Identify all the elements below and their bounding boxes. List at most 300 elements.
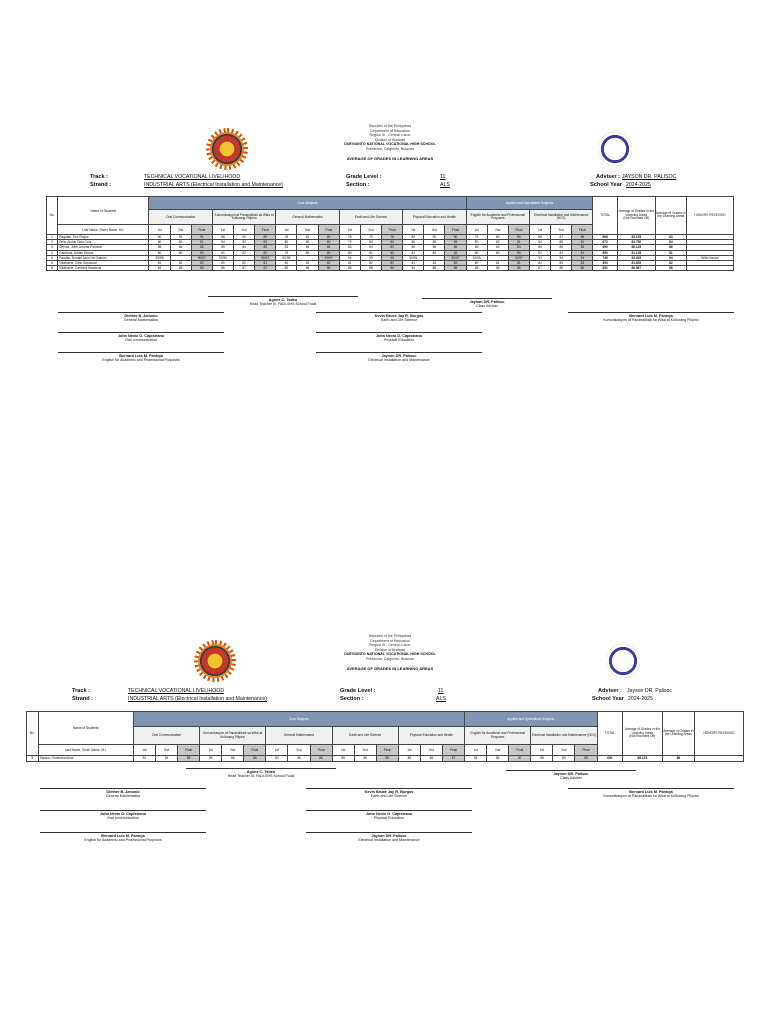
grade-cell: 86 [572, 245, 593, 250]
grade-cell: 92 [170, 234, 191, 239]
signatory-name: John Nevio D. Capistrano [365, 811, 413, 816]
quarter-2-header: 2nd [551, 225, 572, 235]
grade-cell: 80 [508, 234, 529, 239]
core-subjects-header: Core Subjects [149, 197, 466, 210]
grade-cell: 86 [170, 245, 191, 250]
grade-cell: 81 [572, 250, 593, 255]
grade-cell: 86 [487, 755, 509, 761]
grade-cell: 94 [572, 255, 593, 260]
region-text: Region III - Central Luzon [369, 643, 411, 648]
grade-cell: 90/97 [255, 255, 276, 260]
grade-cell: 85 [339, 266, 360, 271]
grade-cell: 95 [360, 255, 381, 260]
deped-seal-icon [606, 644, 640, 678]
grade-cell: 86 [445, 245, 466, 250]
total-cell: 668 [593, 234, 617, 239]
adviser-value: JAYSON DR. PALISOC [622, 174, 677, 180]
quarter-2-header: 2nd [420, 744, 442, 755]
quarter-2-header: 2nd [155, 744, 177, 755]
track-label: Track : [90, 174, 109, 180]
student-name: Villafuerte, Carmina Sandoval [58, 266, 149, 271]
grade-cell: 85 [530, 245, 551, 250]
grade-cell: 90 [445, 234, 466, 239]
signature-block [40, 810, 206, 820]
signatory-role: Physical Education [383, 337, 415, 342]
signatory-name: Bernard Luis M. Pantoja [119, 353, 163, 358]
grade-cell: 88 [530, 234, 551, 239]
grade-cell: 82 [234, 250, 255, 255]
honors-header: HONORS RECEIVED [695, 712, 744, 756]
school-header [260, 634, 520, 671]
grade-cell: 95 [382, 255, 403, 260]
grade-cell: 86 [354, 755, 376, 761]
quarter-2-header: 2nd [487, 225, 508, 235]
grade-cell: 82 [133, 755, 155, 761]
average-cell: 86.867 [617, 266, 655, 271]
student-name: Saraca, Generosa Arias [38, 755, 133, 761]
no-header: No. [47, 197, 58, 235]
quarter-1-header: 1st [332, 744, 354, 755]
row-number: 3 [47, 245, 58, 250]
average-cell: 81.125 [617, 250, 655, 255]
grade-cell: 82 [234, 240, 255, 245]
signatory-role: English for Academic and Professional Purposes [84, 837, 162, 842]
rounded-average-cell: 81 [655, 250, 686, 255]
grade-cell: 82 [445, 250, 466, 255]
grade-cell: 90/97 [445, 255, 466, 260]
final-header: Final [178, 744, 200, 755]
quarter-2-header: 2nd [297, 225, 318, 235]
subject-header: Oral Communication [149, 210, 212, 225]
grade-cell: 84 [212, 240, 233, 245]
school-year-label: School Year [590, 182, 622, 188]
final-header: Final [509, 744, 531, 755]
grade-cell: 85 [424, 266, 445, 271]
signatory-role: Electrical Installation and Maintenance [358, 837, 420, 842]
grade-cell: 80 [297, 250, 318, 255]
signatory-role: Electrical Installation and Maintenance [368, 357, 430, 362]
grade-cell: 86 [487, 266, 508, 271]
adviser-value: Jayson DR. Palisoc [627, 688, 672, 694]
school-logo-icon [198, 644, 232, 678]
grade-cell: 90/97 [191, 255, 212, 260]
grade-cell: 87 [509, 755, 531, 761]
signature-block [40, 788, 206, 798]
signatory-name: Kevin Bruce Jay R. Burgos [374, 313, 424, 318]
grade-cell: 84 [572, 240, 593, 245]
grade-cell: 86 [376, 755, 398, 761]
total-cell: 691 [593, 266, 617, 271]
quarter-1-header: 1st [530, 225, 551, 235]
signatory-role: Head Teacher III, FADI-SHS School Focal [227, 773, 295, 778]
signature-block [568, 788, 734, 798]
average-cell: 81.625 [617, 260, 655, 265]
grade-cell: 92/95 [212, 255, 233, 260]
row-number: 5 [47, 255, 58, 260]
signatory-role: Class Adviser [476, 303, 498, 308]
total-cell: 653 [593, 260, 617, 265]
signature-block [186, 768, 336, 778]
grade-cell: 80 [487, 250, 508, 255]
student-name: Gabriana, Adrian Mozos [58, 250, 149, 255]
grade-cell: 92/95 [466, 255, 487, 260]
grade-cell: 78 [339, 234, 360, 239]
grade-cell: 80 [297, 240, 318, 245]
grade-cell: 81 [530, 250, 551, 255]
school-year-label: School Year [592, 696, 624, 702]
grade-cell: 86 [551, 266, 572, 271]
signatory-role: Class Adviser [560, 775, 582, 780]
student-name: Pandan, Ronald Alvin Del Gabriel [58, 255, 149, 260]
quarter-1-header: 1st [466, 225, 487, 235]
grade-cell: 81 [339, 260, 360, 265]
quarter-1-header: 1st [149, 225, 170, 235]
signatory-name: Agnes C. Tadeo [246, 769, 276, 774]
quarter-1-header: 1st [212, 225, 233, 235]
grade-cell: 81 [403, 260, 424, 265]
grade-cell: 81 [255, 260, 276, 265]
quarter-1-header: 1st [266, 744, 288, 755]
track-label: Track : [72, 688, 91, 694]
grade-cell: 81 [191, 240, 212, 245]
grade-cell: 83 [466, 245, 487, 250]
quarter-2-header: 2nd [288, 744, 310, 755]
signatory-name: Bernard Luis M. Pantoja [101, 833, 145, 838]
subject-header: Physical Education and Health [398, 727, 464, 745]
rounded-average-cell: 83 [655, 234, 686, 239]
grade-cell: 80 [170, 250, 191, 255]
signatory-name: Bernard Luis M. Pantoja [629, 313, 673, 318]
grade-cell: 85 [332, 755, 354, 761]
rounded-average-cell: 86 [655, 266, 686, 271]
subject-header: General Mathematics [266, 727, 332, 745]
signatory-role: Oral communication [107, 815, 139, 820]
grade-cell: 85 [276, 266, 297, 271]
grade-cell: 80 [318, 250, 339, 255]
section-value: ALS [436, 696, 446, 702]
grade-cell: 83 [339, 245, 360, 250]
grade-cell: 84 [403, 266, 424, 271]
quarter-1-header: 1st [403, 225, 424, 235]
grade-cell: 84 [149, 266, 170, 271]
grade-cell: 82 [530, 260, 551, 265]
grade-cell: 82 [234, 260, 255, 265]
grade-cell: 84 [487, 245, 508, 250]
signatory-role: English for Academic and Professional Purposes [102, 357, 180, 362]
applied-subjects-header: Applied and Specialized Subjects [465, 712, 597, 727]
signatory-role: Head Teacher III, FADI-SHS School Focal [249, 301, 317, 306]
final-header: Final [445, 225, 466, 235]
school-name: DUEGUINTO NATIONAL VOCATIONAL HIGH SCHOOL [344, 142, 436, 147]
rounded-average-cell: 86 [662, 755, 695, 761]
grade-cell: 81 [297, 234, 318, 239]
grade-cell: 89 [575, 755, 597, 761]
grade-cell: 85 [551, 240, 572, 245]
republic-text: Republic of the Philippines [368, 124, 412, 128]
grade-cell: 87 [255, 266, 276, 271]
grade-cell: 86 [424, 245, 445, 250]
grade-cell: 85 [170, 266, 191, 271]
division-text: Division of Bulacan [374, 647, 406, 652]
grade-cell: 86 [222, 755, 244, 761]
grade-cell: 80 [466, 250, 487, 255]
grade-cell: 82 [424, 250, 445, 255]
signatory-name: Jayson DR. Palisoc [381, 353, 417, 358]
honors-header: HONORS RECEIVED [686, 197, 733, 235]
grade-cell: 80 [360, 240, 381, 245]
signature-block [506, 770, 636, 780]
section-label: Section : [340, 696, 364, 702]
quarter-2-header: 2nd [354, 744, 376, 755]
signatory-name: John Nevio D. Capistrano [375, 333, 423, 338]
final-header: Final [442, 744, 464, 755]
grade-cell: 79 [466, 234, 487, 239]
grade-cell: 90/97 [508, 255, 529, 260]
student-name: Villafuerte, Cielo Sandoval [58, 260, 149, 265]
grade-cell: 80 [149, 250, 170, 255]
grade-cell: 82 [445, 260, 466, 265]
final-header: Final [191, 225, 212, 235]
grade-cell: 84 [234, 245, 255, 250]
department-text: Department of Education [370, 638, 410, 643]
grade-cell: 83 [572, 260, 593, 265]
signatory-name: Diether B. Antonio [124, 313, 158, 318]
total-cell: 672 [593, 240, 617, 245]
quarter-2-header: 2nd [424, 225, 445, 235]
grade-cell: 81 [487, 260, 508, 265]
signatory-role: Oral communication [125, 337, 157, 342]
grade-cell: 85 [403, 240, 424, 245]
quarter-1-header: 1st [531, 744, 553, 755]
signatory-name: Bernard Luis M. Pantoja [629, 789, 673, 794]
subject-header: Komunikasyon at Pananaliksik sa Wika at Kulturang Pilipino [212, 210, 275, 225]
final-header: Final [244, 744, 266, 755]
adviser-label: Adviser : [596, 174, 620, 180]
grade-cell: 78 [276, 234, 297, 239]
row-number: 6 [47, 260, 58, 265]
grade-cell: 85 [466, 266, 487, 271]
quarter-2-header: 2nd [360, 225, 381, 235]
final-header: Final [508, 225, 529, 235]
signatory-name: Jayson DR. Palisoc [469, 299, 505, 304]
average-header [623, 712, 663, 756]
division-text: Division of Bulacan [374, 137, 406, 142]
signatory-name: Agnes C. Tadeo [268, 297, 298, 302]
school-address: Poblacion, Calguinto, Bulacan [366, 146, 414, 151]
final-header: Final [310, 744, 332, 755]
grade-cell: 80 [466, 260, 487, 265]
row-number: 6 [47, 266, 58, 271]
grades-table [26, 711, 744, 762]
grade-cell: 84 [155, 755, 177, 761]
grade-cell: 85 [212, 245, 233, 250]
grade-level-value: 11 [438, 688, 444, 694]
honors-cell [695, 755, 744, 761]
grade-cell: 90/95 [149, 255, 170, 260]
grade-cell: 86 [297, 266, 318, 271]
total-header: TOTAL [597, 712, 623, 756]
grade-cell: 81 [551, 250, 572, 255]
track-value: TECHNICAL VOCATIONAL LIVELIHOOD [144, 174, 241, 180]
average-cell: 83.750 [617, 240, 655, 245]
grade-cell: 85 [255, 245, 276, 250]
not-rounded-note: (Not Rounded Off) [623, 216, 650, 221]
row-number: 4 [47, 250, 58, 255]
grade-cell: 89 [255, 234, 276, 239]
grade-cell: 80 [191, 250, 212, 255]
grade-cell: 85 [191, 266, 212, 271]
subject-header: General Mathematics [276, 210, 339, 225]
signatory-role: Komunikasyon at Pananaliksik sa Wika at Kulturang Pilipino [603, 793, 699, 798]
track-value: TECHNICAL VOCATIONAL LIVELIHOOD [128, 688, 225, 694]
average-cell: 86.125 [623, 755, 663, 761]
grade-level-label: Grade Level : [346, 174, 382, 180]
grade-cell: 81 [508, 240, 529, 245]
department-text: Department of Education [370, 128, 410, 133]
not-rounded-note: (Not Rounded Off) [629, 734, 656, 739]
no-header: No. [27, 712, 39, 756]
signatory-role: Physical Education [373, 815, 405, 820]
grade-cell: 89 [553, 755, 575, 761]
grade-cell: 94 [339, 255, 360, 260]
grade-cell: 92/95 [403, 255, 424, 260]
grade-cell: 81 [360, 250, 381, 255]
total-cell: 690 [593, 245, 617, 250]
final-header: Final [376, 744, 398, 755]
grade-cell: 85 [445, 240, 466, 245]
row-number: 5 [27, 755, 39, 761]
grade-cell: 85 [178, 755, 200, 761]
average-cell: 86.125 [617, 245, 655, 250]
grade-cell: 83 [255, 240, 276, 245]
subject-header: Earth and Life Science [339, 210, 402, 225]
republic-text: Republic of the Philippines [368, 634, 412, 638]
grade-cell: 80 [382, 250, 403, 255]
grade-cell: 90/97 [318, 255, 339, 260]
grade-cell: 86 [551, 245, 572, 250]
grade-cell: 80 [276, 240, 297, 245]
grade-cell: 84 [318, 245, 339, 250]
row-number: 1 [47, 234, 58, 239]
signature-block [40, 832, 206, 842]
average-cell: 93.625 [617, 255, 655, 260]
strand-label: Strand : [72, 696, 94, 702]
grade-cell: 82 [360, 260, 381, 265]
grade-cell: 81 [212, 250, 233, 255]
grade-cell: 86 [212, 266, 233, 271]
grade-cell: 86 [288, 755, 310, 761]
rounded-average-cell: 86 [655, 245, 686, 250]
grade-cell: 83 [276, 245, 297, 250]
table-row [27, 755, 744, 761]
grade-cell: 79 [339, 240, 360, 245]
row-number: 2 [47, 240, 58, 245]
grade-cell: 87 [551, 234, 572, 239]
grade-cell: 85 [200, 755, 222, 761]
grade-cell: 84 [508, 245, 529, 250]
grade-cell: 90 [149, 234, 170, 239]
quarter-1-header: 1st [133, 744, 155, 755]
grade-cell: 80 [276, 260, 297, 265]
grade-cell: 88 [572, 234, 593, 239]
applied-subjects-header: Applied and Specialized Subjects [466, 197, 593, 210]
grade-cell: 82 [424, 260, 445, 265]
name-subheader: Last Name, Given Name, M.I. [38, 744, 133, 755]
average-label: Average of Grades in the Learning Areas [618, 209, 655, 217]
region-text: Region III - Central Luzon [369, 133, 411, 138]
section-value: ALS [440, 182, 450, 188]
subject-header: Komunikasyon at Pananaliksik sa Wika at Kulturang Pilipino [200, 727, 266, 745]
total-cell: 650 [593, 250, 617, 255]
school-year-value: 2024-2025 [626, 182, 651, 188]
quarter-2-header: 2nd [234, 225, 255, 235]
grade-cell: 82 [170, 260, 191, 265]
signature-block [306, 832, 472, 842]
grade-cell: 86 [382, 266, 403, 271]
quarter-1-header: 1st [339, 225, 360, 235]
student-name: Ragutan, Eric Roque [58, 234, 149, 239]
grade-cell: 85 [445, 266, 466, 271]
grade-cell: 85 [398, 755, 420, 761]
grade-cell: 87 [234, 266, 255, 271]
subject-header: English for Academic and Professional Purposes [466, 210, 529, 225]
signature-block [306, 810, 472, 820]
grade-cell: 79 [276, 250, 297, 255]
student-name: Dela, Archie Dela Cruz [58, 240, 149, 245]
grade-cell: 80 [382, 240, 403, 245]
strand-value: INDUSTRIAL ARTS (Electrical Installation and Maintenance) [144, 182, 283, 188]
school-year-value: 2024-2025 [628, 696, 653, 702]
adviser-label: Adviser : [598, 688, 622, 694]
grade-cell: 88 [212, 234, 233, 239]
grade-cell: 86 [508, 266, 529, 271]
final-header: Final [382, 225, 403, 235]
grade-cell: 86 [244, 755, 266, 761]
quarter-1-header: 1st [276, 225, 297, 235]
average-label: Average of Grades in the Learning Areas [624, 727, 661, 735]
strand-value: INDUSTRIAL ARTS (Electrical Installation and Maintenance) [128, 696, 267, 702]
quarter-2-header: 2nd [487, 744, 509, 755]
report-title: AVERAGE OF GRADES IN LEARNING AREAS [346, 155, 434, 161]
school-name: DUEGUINTO NATIONAL VOCATIONAL HIGH SCHOOL [344, 652, 436, 657]
grade-cell: 86 [572, 266, 593, 271]
report-title: AVERAGE OF GRADES IN LEARNING AREAS [346, 665, 434, 671]
grade-cell: 90 [234, 234, 255, 239]
grade-cell: 80 [466, 240, 487, 245]
final-header: Final [255, 225, 276, 235]
final-header: Final [572, 225, 593, 235]
grade-cell: 87 [530, 266, 551, 271]
grade-cell: 87 [442, 755, 464, 761]
quarter-2-header: 2nd [553, 744, 575, 755]
grade-level-label: Grade Level : [340, 688, 376, 694]
strand-label: Strand : [90, 182, 112, 188]
subject-header: Oral Communication [133, 727, 199, 745]
grade-cell: 86 [318, 266, 339, 271]
subject-header: Earth and Life Science [332, 727, 398, 745]
grade-cell: 80 [508, 250, 529, 255]
quarter-1-header: 1st [200, 744, 222, 755]
grade-cell: 85 [149, 245, 170, 250]
grade-cell: 81 [318, 260, 339, 265]
grade-cell: 83 [382, 245, 403, 250]
grade-cell: 92/95 [276, 255, 297, 260]
student-name: Cervas, John Jerome Palomar [58, 245, 149, 250]
grade-cell: 89 [403, 234, 424, 239]
subject-header: Electrical Installation and Maintenance (NCII) [531, 727, 597, 745]
average-cell: 83.125 [617, 234, 655, 239]
grade-cell: 94 [551, 255, 572, 260]
